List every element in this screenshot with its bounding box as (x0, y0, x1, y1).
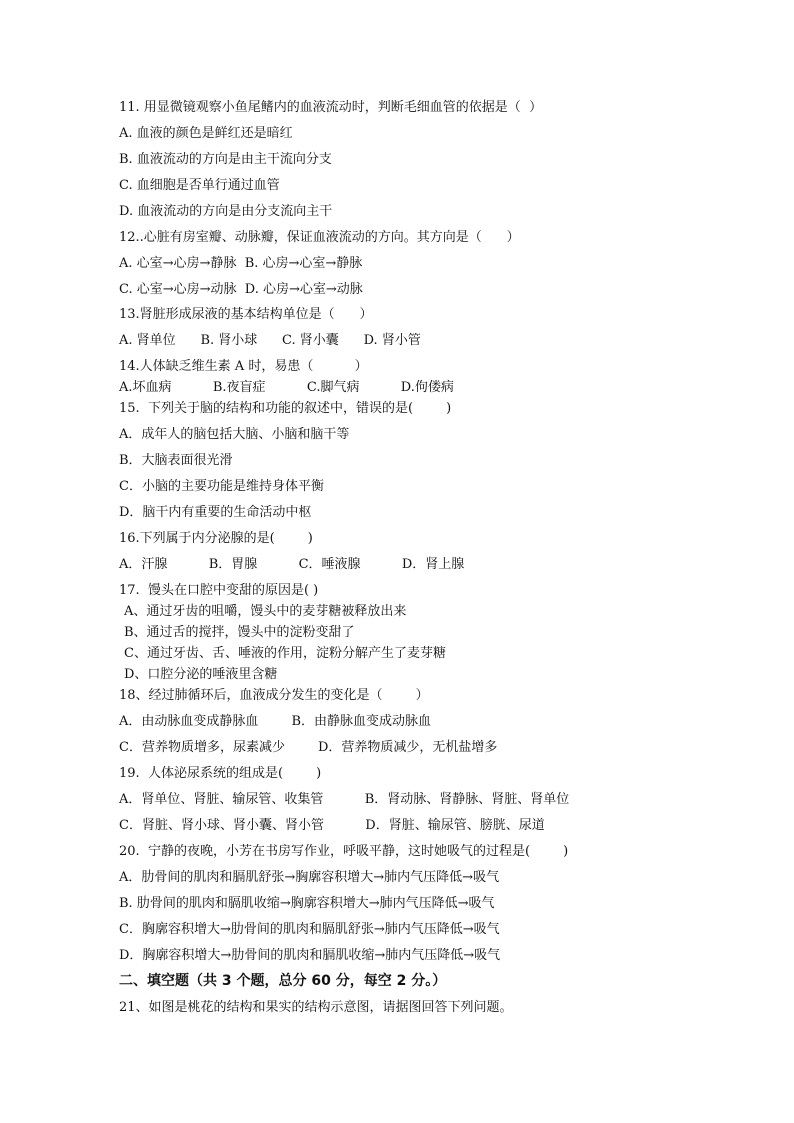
question-11-option-a: A. 血液的颜色是鲜红还是暗红 (119, 126, 293, 141)
question-15-option-b: B．大脑表面很光滑 (119, 453, 233, 468)
question-17-stem: 17. 馒头在口腔中变甜的原因是( ) (119, 583, 319, 598)
question-18-options-ab: A．由动脉血变成静脉血 B．由静脉血变成动脉血 (119, 714, 432, 729)
question-13-options: A. 肾单位 B. 肾小球 C. 肾小囊 D. 肾小管 (119, 333, 421, 348)
question-19-stem: 19. 人体泌尿系统的组成是( ) (119, 766, 322, 781)
question-11-option-d: D. 血液流动的方向是由分支流向主干 (119, 204, 333, 219)
question-17-option-a: A、通过牙齿的咀嚼，馒头中的麦芽糖被释放出来 (124, 604, 407, 619)
question-20-option-b: B. 肋骨间的肌肉和膈肌收缩→胸廓容积增大→肺内气压降低→吸气 (119, 896, 495, 911)
section-heading-fill-in: 二、填空题（共 3 个题，总分 60 分，每空 2 分。） (119, 973, 447, 989)
question-20-stem: 20. 宁静的夜晚，小芳在书房写作业，呼吸平静，这时她吸气的过程是( ) (119, 844, 569, 859)
question-19-options-cd: C．肾脏、肾小球、肾小囊、肾小管 D．肾脏、输尿管、膀胱、尿道 (119, 818, 545, 833)
question-16-options: A．汗腺 B．胃腺 C．唾液腺 D．肾上腺 (119, 557, 465, 572)
question-14-stem: 14.人体缺乏维生素 A 时，易患（ ） (119, 359, 368, 374)
question-12-stem: 12..心脏有房室瓣、动脉瓣，保证血液流动的方向。其方向是（ ） (119, 230, 520, 245)
question-17-option-c: C、通过牙齿、舌、唾液的作用，淀粉分解产生了麦芽糖 (124, 646, 446, 661)
question-20-option-c: C．胸廓容积增大→肋骨间的肌肉和膈肌舒张→肺内气压降低→吸气 (119, 922, 500, 937)
question-18-stem: 18、经过肺循环后，血液成分发生的变化是（ ） (119, 688, 429, 703)
question-12-options-ab: A. 心室→心房→静脉 B. 心房→心室→静脉 (119, 256, 363, 271)
question-17-option-b: B、通过舌的搅拌，馒头中的淀粉变甜了 (124, 625, 355, 640)
question-11-stem: 11. 用显微镜观察小鱼尾鳍内的血液流动时，判断毛细血管的依据是（ ） (119, 100, 543, 115)
question-15-option-a: A．成年人的脑包括大脑、小脑和脑干等 (119, 427, 350, 442)
question-13-stem: 13.肾脏形成尿液的基本结构单位是（ ） (119, 307, 373, 322)
question-15-stem: 15. 下列关于脑的结构和功能的叙述中，错误的是( ) (119, 401, 452, 416)
question-16-stem: 16.下列属于内分泌腺的是( ) (119, 531, 313, 546)
question-15-option-d: D．脑干内有重要的生命活动中枢 (119, 505, 312, 520)
question-11-option-c: C. 血细胞是否单行通过血管 (119, 178, 280, 193)
question-17-option-d: D、口腔分泌的唾液里含糖 (124, 667, 278, 682)
question-12-options-cd: C. 心室→心房→动脉 D. 心房→心室→动脉 (119, 282, 363, 297)
question-15-option-c: C．小脑的主要功能是维持身体平衡 (119, 479, 324, 494)
question-19-options-ab: A．肾单位、肾脏、输尿管、收集管 B．肾动脉、肾静脉、肾脏、肾单位 (119, 792, 570, 807)
question-20-option-d: D．胸廓容积增大→肋骨间的肌肉和膈肌收缩→肺内气压降低→吸气 (119, 948, 501, 963)
question-18-options-cd: C．营养物质增多，尿素减少 D．营养物质减少，无机盐增多 (119, 740, 498, 755)
question-14-options: A.坏血病 B.夜盲症 C.脚气病 D.佝偻病 (119, 380, 454, 395)
question-11-option-b: B. 血液流动的方向是由主干流向分支 (119, 152, 332, 167)
question-21-stem: 21、如图是桃花的结构和果实的结构示意图，请据图回答下列问题。 (119, 1000, 513, 1015)
question-20-option-a: A．肋骨间的肌肉和膈肌舒张→胸廓容积增大→肺内气压降低→吸气 (119, 870, 500, 885)
